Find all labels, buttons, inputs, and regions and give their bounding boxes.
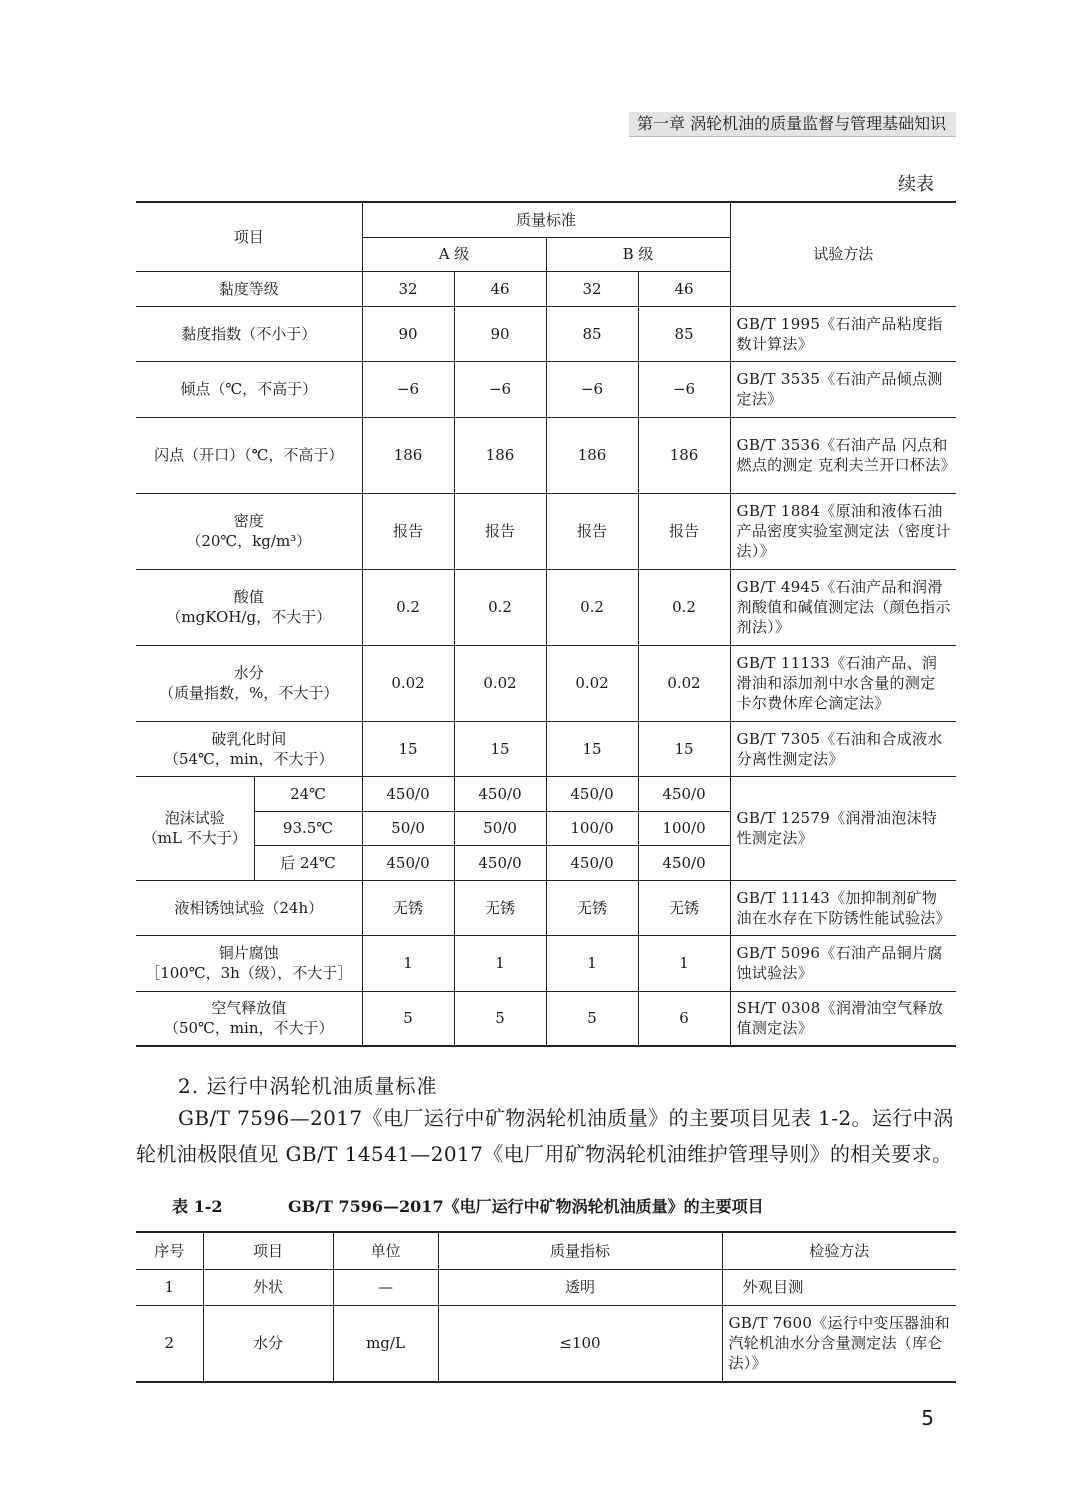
table-caption-title: GB/T 7596—2017《电厂运行中矿物涡轮机油质量》的主要项目 [288,1197,764,1216]
value-cell: 85 [546,306,638,361]
viscosity-grade-cell: 32 [362,271,454,306]
value-cell: 0.02 [638,645,730,721]
method-cell: GB/T 4945《石油产品和润滑剂酸值和碱值测定法（颜色指示剂法）》 [730,569,956,645]
value-cell: 50/0 [454,811,546,845]
cell: 透明 [438,1269,722,1305]
value-cell: 100/0 [546,811,638,845]
value-cell: 0.2 [454,569,546,645]
header-grade-a: A 级 [362,237,546,271]
row-label: 黏度指数（不小于） [136,306,362,361]
row-label-line: （50℃，min，不大于） [163,1019,334,1038]
cell: 1 [136,1269,203,1305]
running-header: 第一章 涡轮机油的质量监督与管理基础知识 [629,112,956,136]
column-header: 项目 [203,1232,333,1269]
value-cell: 0.02 [454,645,546,721]
main-items-table [136,1231,956,1383]
method-cell: SH/T 0308《润滑油空气释放值测定法》 [730,991,956,1046]
value-cell: 15 [454,721,546,776]
row-label: 液相锈蚀试验（24h） [136,880,362,935]
method-cell: GB/T 1995《石油产品粘度指数计算法》 [730,306,956,361]
row-label-line: 铜片腐蚀 [218,944,279,962]
table-row [136,935,956,991]
value-cell: 450/0 [546,776,638,811]
value-cell: 报告 [638,493,730,569]
table-row [136,991,956,1046]
value-cell: 100/0 [638,811,730,845]
value-cell: −6 [546,361,638,417]
value-cell: 1 [546,935,638,991]
value-cell: 0.2 [638,569,730,645]
body-paragraph: GB/T 7596—2017《电厂运行中矿物涡轮机油质量》的主要项目见表 1-2。运行中涡轮机油极限值见 GB/T 14541—2017《电厂用矿物涡轮机油维护管理导则》的相关要求。 [136,1106,954,1166]
row-label [136,569,362,645]
value-cell: 90 [454,306,546,361]
row-label-line: ［100℃，3h（级），不大于］ [145,964,353,982]
header-quality-standard: 质量标准 [362,202,730,237]
header-rule [629,136,956,137]
value-cell: 50/0 [362,811,454,845]
value-cell: 0.2 [546,569,638,645]
row-label-line: 水分 [233,664,264,682]
cell: 水分 [203,1305,333,1382]
cell: 2 [136,1305,203,1382]
table-row [136,417,956,493]
table-caption-number: 表 1-2 [172,1197,223,1216]
viscosity-grade-cell: 46 [454,271,546,306]
cell: ≤100 [438,1305,722,1382]
value-cell: 1 [638,935,730,991]
row-label [136,721,362,776]
value-cell: 450/0 [362,776,454,811]
value-cell: 报告 [546,493,638,569]
value-cell: 无锈 [546,880,638,935]
row-label-line: （mL 不大于） [142,829,247,847]
header-grade-b: B 级 [546,237,730,271]
method-cell: GB/T 3536《石油产品 闪点和燃点的测定 克利夫兰开口杯法》 [730,417,956,493]
row-label [136,935,362,991]
value-cell: 15 [638,721,730,776]
value-cell: 0.02 [546,645,638,721]
value-cell: 1 [362,935,454,991]
value-cell: 5 [546,991,638,1046]
value-cell: 0.2 [362,569,454,645]
value-cell: 450/0 [546,845,638,880]
table-row [136,721,956,776]
value-cell: 无锈 [638,880,730,935]
cell: mg/L [333,1305,438,1382]
value-cell: 450/0 [454,845,546,880]
value-cell: 186 [546,417,638,493]
method-cell: GB/T 1884《原油和液体石油产品密度实验室测定法（密度计法）》 [730,493,956,569]
row-label-line: 泡沫试验 [164,809,225,827]
table-row [136,493,956,569]
row-label-line: （54℃，min，不大于） [163,749,334,768]
row-label [136,991,362,1046]
header-test-method: 试验方法 [730,202,956,306]
foam-test-label [136,776,254,880]
cell: 外状 [203,1269,333,1305]
method-cell: GB/T 3535《石油产品倾点测定法》 [730,361,956,417]
row-label-line: 破乳化时间 [211,729,287,748]
row-label-line: 空气释放值 [211,999,287,1018]
value-cell: −6 [638,361,730,417]
value-cell: 186 [454,417,546,493]
header-item: 项目 [136,202,362,271]
value-cell: −6 [454,361,546,417]
table-row [136,361,956,417]
row-label: 闪点（开口）（℃，不高于） [136,417,362,493]
method-cell: GB/T 7305《石油和合成液水分离性测定法》 [730,721,956,776]
value-cell: 450/0 [454,776,546,811]
value-cell: 报告 [362,493,454,569]
column-header: 质量指标 [438,1232,722,1269]
cell: GB/T 7600《运行中变压器油和汽轮机油水分含量测定法（库仑法）》 [722,1305,956,1382]
table-row [136,880,956,935]
value-cell: 450/0 [638,845,730,880]
value-cell: 450/0 [362,845,454,880]
table-header-row [136,1232,956,1269]
value-cell: 0.02 [362,645,454,721]
column-header: 单位 [333,1232,438,1269]
cell: — [333,1269,438,1305]
value-cell: 无锈 [454,880,546,935]
table-row [136,1305,956,1382]
value-cell: 无锈 [362,880,454,935]
column-header: 序号 [136,1232,203,1269]
value-cell: 186 [638,417,730,493]
continued-label: 续表 [898,174,934,195]
value-cell: 186 [362,417,454,493]
column-header: 检验方法 [722,1232,956,1269]
table-row [136,776,956,811]
foam-temp-cell: 24℃ [254,776,362,811]
viscosity-grade-cell: 46 [638,271,730,306]
value-cell: 450/0 [638,776,730,811]
value-cell: 1 [454,935,546,991]
value-cell: 6 [638,991,730,1046]
viscosity-grade-label: 黏度等级 [136,271,362,306]
row-label-line: （mgKOH/g，不大于） [166,608,332,626]
table-row [136,1269,956,1305]
value-cell: 90 [362,306,454,361]
row-label: 倾点（℃，不高于） [136,361,362,417]
row-label-line: （20℃，kg/m³） [186,532,312,550]
foam-temp-cell: 93.5℃ [254,811,362,845]
value-cell: 85 [638,306,730,361]
method-cell: GB/T 12579《润滑油泡沫特性测定法》 [730,776,956,880]
page-number: 5 [921,1406,934,1430]
viscosity-grade-cell: 32 [546,271,638,306]
value-cell: 15 [546,721,638,776]
section-heading: 2. 运行中涡轮机油质量标准 [178,1074,438,1098]
value-cell: −6 [362,361,454,417]
method-cell: GB/T 11143《加抑制剂矿物油在水存在下防锈性能试验法》 [730,880,956,935]
row-label-line: 密度 [233,512,264,530]
value-cell: 5 [362,991,454,1046]
table-row [136,306,956,361]
table-row [136,569,956,645]
table-row [136,645,956,721]
foam-temp-cell: 后 24℃ [254,845,362,880]
value-cell: 15 [362,721,454,776]
row-label-line: 酸值 [233,588,264,606]
value-cell: 报告 [454,493,546,569]
cell: 外观目测 [722,1269,956,1305]
value-cell: 5 [454,991,546,1046]
method-cell: GB/T 11133《石油产品、润滑油和添加剂中水含量的测定 卡尔费休库仑滴定法》 [730,645,956,721]
quality-standard-table [136,201,956,1047]
row-label [136,645,362,721]
row-label-line: （质量指数，%，不大于） [159,684,339,702]
method-cell: GB/T 5096《石油产品铜片腐蚀试验法》 [730,935,956,991]
row-label [136,493,362,569]
